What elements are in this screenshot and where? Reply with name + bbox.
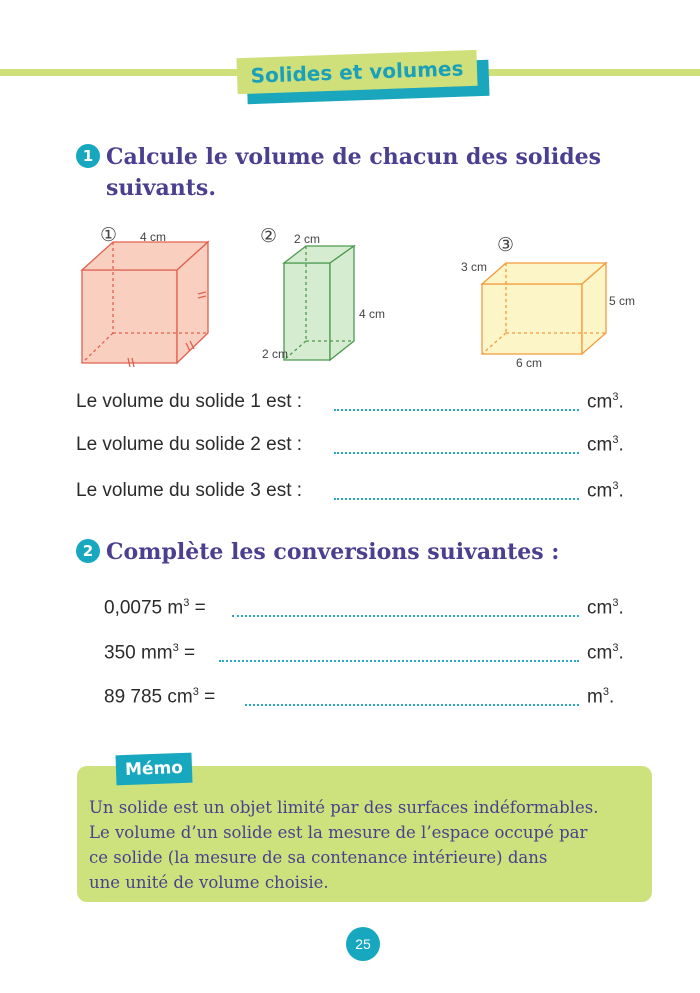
conversion3-unit — [587, 686, 614, 708]
conversion1-label — [104, 597, 206, 619]
memo-line-2: Le volume d’un solide est la mesure de l’espace occupé par — [89, 823, 588, 842]
exercise2-number: 2 — [76, 539, 100, 563]
conversion3-input[interactable] — [245, 702, 579, 706]
exercise1-title — [76, 142, 601, 204]
answer3-input[interactable] — [334, 496, 579, 500]
solid2-prism — [284, 246, 354, 360]
answer2-unit-text: cm — [587, 434, 613, 456]
page-title: Solides et volumes — [236, 50, 477, 94]
conversion2-eq: = — [178, 642, 196, 664]
conversion2-value: 350 mm — [104, 642, 173, 664]
conversion3-exp: 3 — [192, 686, 199, 698]
solid3-marker: ③ — [497, 235, 515, 256]
conversion1-eq: = — [189, 597, 206, 619]
solids-figure — [0, 215, 700, 375]
conversion3-unit-exp: 3 — [602, 686, 609, 698]
answer3-unit-text: cm — [587, 480, 613, 502]
answer3-label: Le volume du solide 3 est : — [76, 480, 303, 501]
conversion3-value: 89 785 cm — [104, 686, 193, 708]
solid2-dim-height: 4 cm — [359, 307, 386, 321]
conversion2-unit — [587, 642, 624, 664]
conversion2-unit-text: cm — [587, 642, 613, 664]
conversion1-value: 0,0075 m — [104, 597, 184, 619]
answer1-end: . — [618, 391, 624, 413]
exercise1-title-line1: Calcule le volume de chacun des solides — [106, 144, 601, 170]
conversion2-input[interactable] — [219, 658, 579, 662]
memo-line-3: ce solide (la mesure de sa contenance intérieure) dans — [89, 848, 548, 867]
conversion3-end: . — [608, 686, 615, 708]
conversion1-unit-text: cm — [587, 597, 613, 619]
answer1-unit — [587, 391, 624, 413]
solid3-dim-width: 6 cm — [516, 356, 543, 370]
answer3-unit — [587, 480, 624, 502]
solid1-cube — [82, 242, 208, 367]
answer2-unit — [587, 434, 624, 456]
solid3-box — [482, 263, 606, 354]
page-number: 25 — [346, 927, 380, 961]
solid2-dim-bottom: 2 cm — [262, 347, 289, 361]
answer2-input[interactable] — [334, 450, 579, 454]
memo-line-1: Un solide est un objet limité par des surfaces indéformables. — [89, 798, 599, 817]
conversion2-label — [104, 642, 195, 664]
answer2-end: . — [618, 434, 624, 456]
solid1-marker: ① — [100, 225, 118, 246]
answer3-unit-exp: 3 — [612, 480, 619, 492]
memo-label: Mémo — [115, 753, 192, 786]
solid1-dim-top: 4 cm — [140, 230, 167, 244]
answer1-input[interactable] — [334, 407, 579, 411]
conversion2-exp: 3 — [172, 642, 179, 654]
solid3-dim-height: 5 cm — [609, 294, 636, 308]
conversion2-end: . — [618, 642, 624, 664]
answer1-label: Le volume du solide 1 est : — [76, 391, 303, 412]
answer3-end: . — [618, 480, 624, 502]
solid2-marker: ② — [260, 226, 278, 247]
solid2-dim-top: 2 cm — [294, 232, 321, 246]
exercise2-title — [76, 537, 559, 568]
exercise1-title-line2: suivants. — [106, 175, 216, 201]
memo-text — [89, 795, 649, 895]
answer1-unit-text: cm — [587, 391, 613, 413]
conversion1-exp: 3 — [183, 597, 190, 609]
conversion3-unit-text: m — [587, 686, 603, 708]
conversion1-end: . — [618, 597, 624, 619]
exercise2-title-text: Complète les conversions suivantes : — [106, 539, 560, 565]
solid3-dim-depth: 3 cm — [461, 260, 488, 274]
memo-line-4: une unité de volume choisie. — [89, 873, 329, 892]
conversion2-unit-exp: 3 — [612, 642, 619, 654]
header-banner — [237, 54, 491, 100]
conversion3-label — [104, 686, 215, 708]
answer2-label: Le volume du solide 2 est : — [76, 434, 303, 455]
answer2-unit-exp: 3 — [612, 434, 619, 446]
conversion1-unit-exp: 3 — [612, 597, 619, 609]
exercise1-number: 1 — [76, 144, 100, 168]
conversion1-input[interactable] — [232, 613, 579, 617]
conversion1-unit — [587, 597, 624, 619]
answer1-unit-exp: 3 — [612, 391, 619, 403]
conversion3-eq: = — [198, 686, 216, 708]
